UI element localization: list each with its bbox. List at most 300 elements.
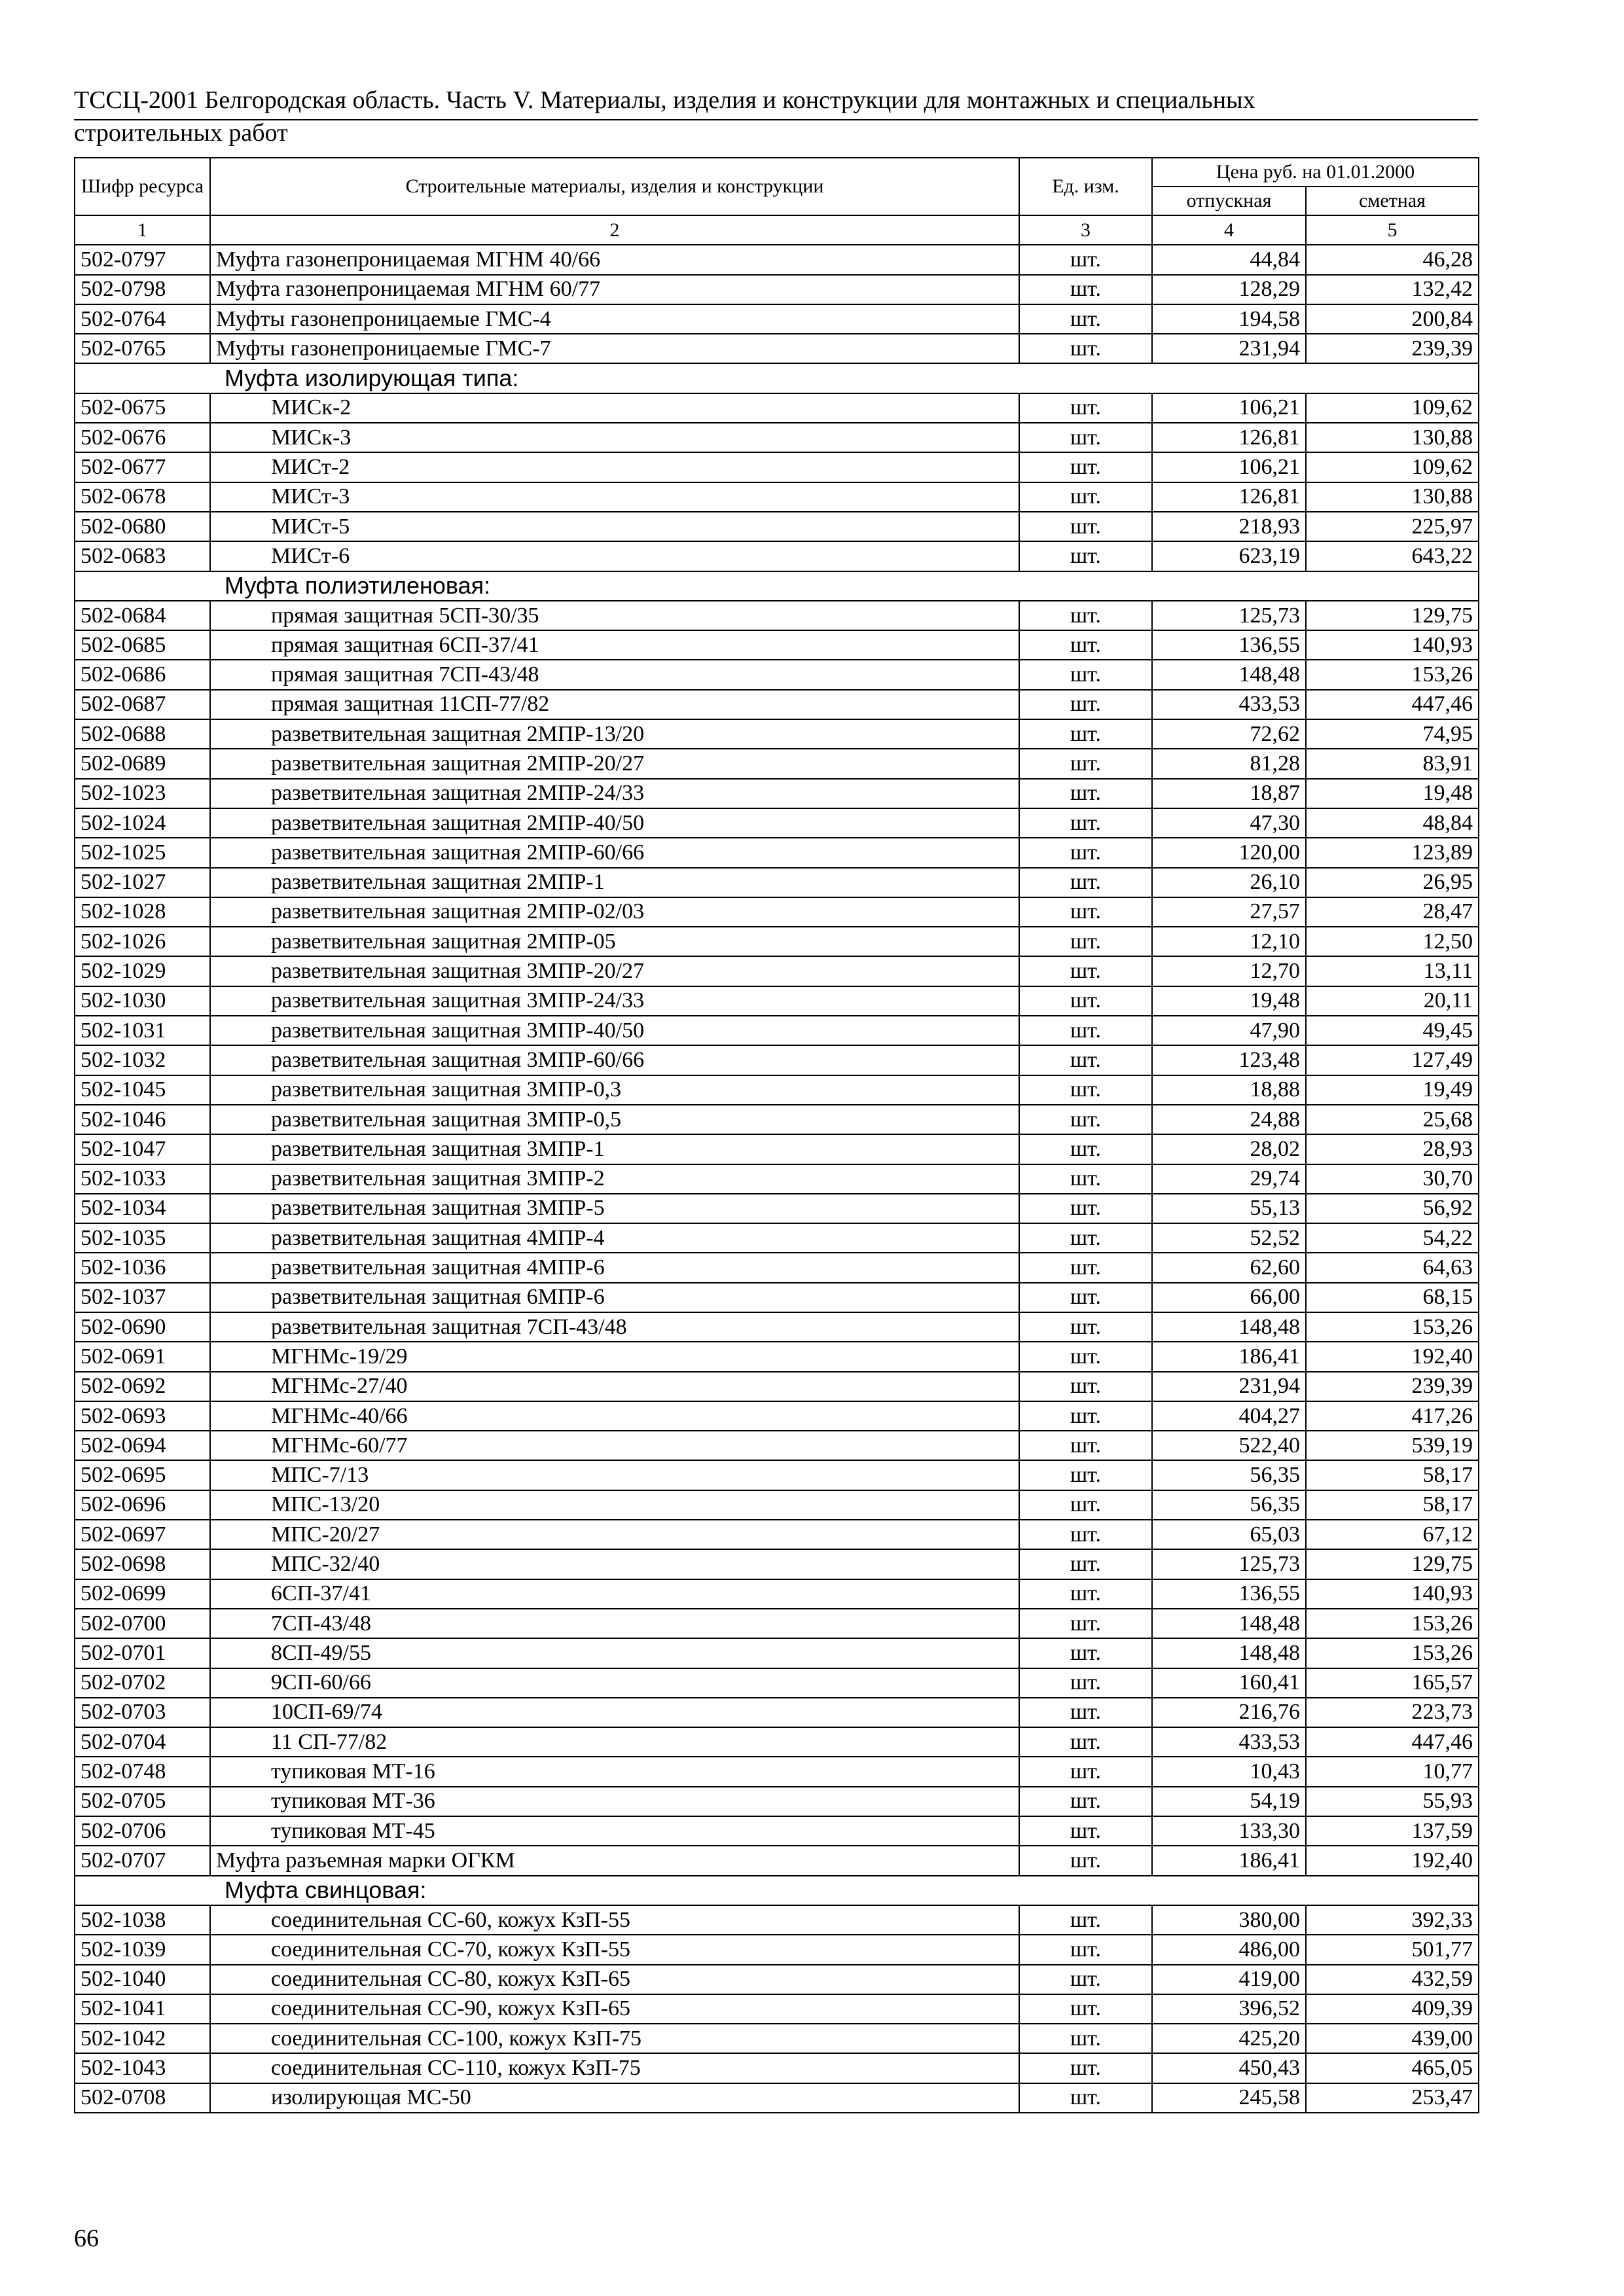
table-row (75, 1965, 1479, 1994)
estimate-price: 239,39 (1306, 1372, 1479, 1401)
release-price: 27,57 (1152, 897, 1306, 927)
release-price: 136,55 (1152, 630, 1306, 660)
release-price: 65,03 (1152, 1520, 1306, 1549)
release-price: 186,41 (1152, 1846, 1306, 1875)
material-name: разветвительная защитная 3МПР-0,3 (210, 1075, 1019, 1105)
release-price: 26,10 (1152, 868, 1306, 897)
unit-of-measure: шт. (1019, 1253, 1152, 1282)
table-row (75, 1045, 1479, 1075)
unit-of-measure: шт. (1019, 1312, 1152, 1342)
release-price: 133,30 (1152, 1816, 1306, 1846)
material-name: прямая защитная 11СП-77/82 (210, 690, 1019, 719)
resource-code: 502-0708 (75, 2083, 210, 2113)
table-row (75, 779, 1479, 808)
resource-code: 502-0706 (75, 1816, 210, 1846)
material-name: МГНМс-60/77 (210, 1431, 1019, 1460)
estimate-price: 129,75 (1306, 601, 1479, 630)
table-row (75, 838, 1479, 867)
section-title: Муфта изолирующая типа: (75, 363, 1479, 393)
estimate-price: 68,15 (1306, 1283, 1479, 1312)
material-name: разветвительная защитная 6МПР-6 (210, 1283, 1019, 1312)
table-row (75, 1579, 1479, 1609)
release-price: 148,48 (1152, 1638, 1306, 1668)
material-name: разветвительная защитная 2МПР-20/27 (210, 749, 1019, 778)
estimate-price: 239,39 (1306, 334, 1479, 363)
unit-of-measure: шт. (1019, 1164, 1152, 1194)
estimate-price: 223,73 (1306, 1698, 1479, 1727)
table-row (75, 986, 1479, 1016)
release-price: 126,81 (1152, 423, 1306, 452)
estimate-price: 225,97 (1306, 512, 1479, 541)
unit-of-measure: шт. (1019, 2083, 1152, 2113)
release-price: 52,52 (1152, 1223, 1306, 1253)
table-section-row (75, 363, 1479, 393)
material-name: соединительная СС-110, кожух КзП-75 (210, 2053, 1019, 2083)
resource-code: 502-1024 (75, 808, 210, 838)
resource-code: 502-1023 (75, 779, 210, 808)
release-price: 433,53 (1152, 690, 1306, 719)
table-row (75, 1431, 1479, 1460)
unit-of-measure: шт. (1019, 1520, 1152, 1549)
resource-code: 502-1041 (75, 1994, 210, 2024)
table-row (75, 660, 1479, 689)
material-name: МГНМс-40/66 (210, 1401, 1019, 1431)
unit-of-measure: шт. (1019, 1757, 1152, 1786)
estimate-price: 28,93 (1306, 1134, 1479, 1164)
estimate-price: 539,19 (1306, 1431, 1479, 1460)
release-price: 160,41 (1152, 1668, 1306, 1698)
estimate-price: 501,77 (1306, 1935, 1479, 1964)
material-name: 10СП-69/74 (210, 1698, 1019, 1727)
resource-code: 502-0686 (75, 660, 210, 689)
resource-code: 502-0690 (75, 1312, 210, 1342)
material-name: изолирующая МС-50 (210, 2083, 1019, 2113)
table-row (75, 452, 1479, 482)
resource-code: 502-1026 (75, 927, 210, 956)
resource-code: 502-0701 (75, 1638, 210, 1668)
estimate-price: 12,50 (1306, 927, 1479, 956)
release-price: 126,81 (1152, 482, 1306, 512)
release-price: 433,53 (1152, 1727, 1306, 1757)
table-row (75, 690, 1479, 719)
release-price: 29,74 (1152, 1164, 1306, 1194)
table-row (75, 1075, 1479, 1105)
release-price: 123,48 (1152, 1045, 1306, 1075)
material-name: Муфта газонепроницаемая МГНМ 40/66 (210, 245, 1019, 274)
resource-code: 502-0683 (75, 541, 210, 571)
material-name: разветвительная защитная 4МПР-4 (210, 1223, 1019, 1253)
resource-code: 502-0705 (75, 1787, 210, 1816)
header-title-line2: строительных работ (74, 119, 288, 147)
material-name: разветвительная защитная 3МПР-1 (210, 1134, 1019, 1164)
estimate-price: 439,00 (1306, 2024, 1479, 2053)
release-price: 47,30 (1152, 808, 1306, 838)
resource-code: 502-1033 (75, 1164, 210, 1194)
estimate-price: 140,93 (1306, 1579, 1479, 1609)
release-price: 148,48 (1152, 1312, 1306, 1342)
unit-of-measure: шт. (1019, 779, 1152, 808)
table-row (75, 1994, 1479, 2024)
price-table (74, 157, 1479, 2113)
estimate-price: 19,49 (1306, 1075, 1479, 1105)
material-name: разветвительная защитная 2МПР-40/50 (210, 808, 1019, 838)
table-row (75, 749, 1479, 778)
unit-of-measure: шт. (1019, 1372, 1152, 1401)
unit-of-measure: шт. (1019, 452, 1152, 482)
release-price: 125,73 (1152, 601, 1306, 630)
release-price: 194,58 (1152, 304, 1306, 334)
table-row (75, 1372, 1479, 1401)
table-row (75, 304, 1479, 334)
resource-code: 502-1039 (75, 1935, 210, 1964)
unit-of-measure: шт. (1019, 1905, 1152, 1935)
unit-of-measure: шт. (1019, 838, 1152, 867)
resource-code: 502-0707 (75, 1846, 210, 1875)
resource-code: 502-0687 (75, 690, 210, 719)
material-name: соединительная СС-60, кожух КзП-55 (210, 1905, 1019, 1935)
table-row (75, 1905, 1479, 1935)
resource-code: 502-0688 (75, 719, 210, 749)
resource-code: 502-0691 (75, 1342, 210, 1371)
material-name: тупиковая МТ-36 (210, 1787, 1019, 1816)
table-row (75, 1787, 1479, 1816)
material-name: прямая защитная 5СП-30/35 (210, 601, 1019, 630)
estimate-price: 140,93 (1306, 630, 1479, 660)
table-row (75, 1638, 1479, 1668)
resource-code: 502-1030 (75, 986, 210, 1016)
release-price: 404,27 (1152, 1401, 1306, 1431)
unit-of-measure: шт. (1019, 1490, 1152, 1520)
resource-code: 502-1034 (75, 1194, 210, 1223)
table-row (75, 541, 1479, 571)
resource-code: 502-1046 (75, 1105, 210, 1134)
table-row (75, 1549, 1479, 1579)
column-number: 2 (210, 215, 1019, 245)
estimate-price: 30,70 (1306, 1164, 1479, 1194)
release-price: 245,58 (1152, 2083, 1306, 2113)
section-title: Муфта свинцовая: (75, 1876, 1479, 1905)
table-row (75, 2053, 1479, 2083)
estimate-price: 392,33 (1306, 1905, 1479, 1935)
material-name: МИСт-2 (210, 452, 1019, 482)
resource-code: 502-1043 (75, 2053, 210, 2083)
unit-of-measure: шт. (1019, 719, 1152, 749)
table-row (75, 1490, 1479, 1520)
resource-code: 502-0695 (75, 1460, 210, 1490)
table-row (75, 630, 1479, 660)
table-section-row (75, 1876, 1479, 1905)
material-name: разветвительная защитная 3МПР-0,5 (210, 1105, 1019, 1134)
header-title-line1: ТССЦ-2001 Белгородская область. Часть V. Материалы, изделия и конструкции для монтажных и специальных (74, 86, 1255, 114)
resource-code: 502-1036 (75, 1253, 210, 1282)
table-row (75, 1935, 1479, 1964)
release-price: 18,87 (1152, 779, 1306, 808)
table-row (75, 512, 1479, 541)
release-price: 55,13 (1152, 1194, 1306, 1223)
estimate-price: 165,57 (1306, 1668, 1479, 1698)
release-price: 106,21 (1152, 452, 1306, 482)
release-price: 216,76 (1152, 1698, 1306, 1727)
release-price: 54,19 (1152, 1787, 1306, 1816)
estimate-price: 49,45 (1306, 1016, 1479, 1045)
unit-of-measure: шт. (1019, 660, 1152, 689)
release-price: 486,00 (1152, 1935, 1306, 1964)
material-name: разветвительная защитная 2МПР-60/66 (210, 838, 1019, 867)
table-row (75, 1668, 1479, 1698)
table-row (75, 275, 1479, 304)
estimate-price: 132,42 (1306, 275, 1479, 304)
material-name: МПС-13/20 (210, 1490, 1019, 1520)
material-name: Муфта газонепроницаемая МГНМ 60/77 (210, 275, 1019, 304)
material-name: 6СП-37/41 (210, 1579, 1019, 1609)
col-header-price-group: Цена руб. на 01.01.2000 (1152, 158, 1479, 187)
unit-of-measure: шт. (1019, 1549, 1152, 1579)
estimate-price: 137,59 (1306, 1816, 1479, 1846)
resource-code: 502-0704 (75, 1727, 210, 1757)
estimate-price: 26,95 (1306, 868, 1479, 897)
unit-of-measure: шт. (1019, 1283, 1152, 1312)
material-name: МПС-32/40 (210, 1549, 1019, 1579)
estimate-price: 54,22 (1306, 1223, 1479, 1253)
table-row (75, 1253, 1479, 1282)
table-row (75, 868, 1479, 897)
unit-of-measure: шт. (1019, 1698, 1152, 1727)
material-name: тупиковая МТ-45 (210, 1816, 1019, 1846)
material-name: разветвительная защитная 3МПР-60/66 (210, 1045, 1019, 1075)
material-name: тупиковая МТ-16 (210, 1757, 1019, 1786)
col-header-estimate: сметная (1306, 187, 1479, 215)
estimate-price: 432,59 (1306, 1965, 1479, 1994)
release-price: 44,84 (1152, 245, 1306, 274)
table-row (75, 1460, 1479, 1490)
release-price: 125,73 (1152, 1549, 1306, 1579)
estimate-price: 10,77 (1306, 1757, 1479, 1786)
resource-code: 502-0700 (75, 1609, 210, 1638)
release-price: 450,43 (1152, 2053, 1306, 2083)
estimate-price: 153,26 (1306, 1638, 1479, 1668)
unit-of-measure: шт. (1019, 690, 1152, 719)
material-name: разветвительная защитная 7СП-43/48 (210, 1312, 1019, 1342)
unit-of-measure: шт. (1019, 1460, 1152, 1490)
unit-of-measure: шт. (1019, 304, 1152, 334)
col-header-unit: Ед. изм. (1019, 158, 1152, 215)
resource-code: 502-0697 (75, 1520, 210, 1549)
release-price: 419,00 (1152, 1965, 1306, 1994)
estimate-price: 19,48 (1306, 779, 1479, 808)
table-row (75, 1846, 1479, 1875)
unit-of-measure: шт. (1019, 1935, 1152, 1964)
resource-code: 502-1032 (75, 1045, 210, 1075)
estimate-price: 48,84 (1306, 808, 1479, 838)
table-row (75, 719, 1479, 749)
estimate-price: 74,95 (1306, 719, 1479, 749)
table-row (75, 2083, 1479, 2113)
release-price: 218,93 (1152, 512, 1306, 541)
estimate-price: 67,12 (1306, 1520, 1479, 1549)
table-row (75, 1194, 1479, 1223)
table-row (75, 601, 1479, 630)
resource-code: 502-0764 (75, 304, 210, 334)
table-row (75, 393, 1479, 423)
estimate-price: 465,05 (1306, 2053, 1479, 2083)
release-price: 18,88 (1152, 1075, 1306, 1105)
table-row (75, 1223, 1479, 1253)
material-name: соединительная СС-100, кожух КзП-75 (210, 2024, 1019, 2053)
material-name: прямая защитная 6СП-37/41 (210, 630, 1019, 660)
release-price: 10,43 (1152, 1757, 1306, 1786)
unit-of-measure: шт. (1019, 1727, 1152, 1757)
col-header-name: Строительные материалы, изделия и конструкции (210, 158, 1019, 215)
material-name: разветвительная защитная 2МПР-05 (210, 927, 1019, 956)
resource-code: 502-0692 (75, 1372, 210, 1401)
table-row (75, 482, 1479, 512)
estimate-price: 28,47 (1306, 897, 1479, 927)
resource-code: 502-1025 (75, 838, 210, 867)
release-price: 522,40 (1152, 1431, 1306, 1460)
estimate-price: 417,26 (1306, 1401, 1479, 1431)
release-price: 66,00 (1152, 1283, 1306, 1312)
unit-of-measure: шт. (1019, 986, 1152, 1016)
material-name: МПС-7/13 (210, 1460, 1019, 1490)
resource-code: 502-1042 (75, 2024, 210, 2053)
resource-code: 502-1035 (75, 1223, 210, 1253)
estimate-price: 643,22 (1306, 541, 1479, 571)
estimate-price: 192,40 (1306, 1342, 1479, 1371)
unit-of-measure: шт. (1019, 1431, 1152, 1460)
estimate-price: 13,11 (1306, 956, 1479, 986)
resource-code: 502-0748 (75, 1757, 210, 1786)
material-name: разветвительная защитная 2МПР-02/03 (210, 897, 1019, 927)
resource-code: 502-0675 (75, 393, 210, 423)
table-row (75, 1283, 1479, 1312)
material-name: разветвительная защитная 2МПР-13/20 (210, 719, 1019, 749)
unit-of-measure: шт. (1019, 1045, 1152, 1075)
material-name: разветвительная защитная 3МПР-2 (210, 1164, 1019, 1194)
table-row (75, 1016, 1479, 1045)
estimate-price: 200,84 (1306, 304, 1479, 334)
table-row (75, 245, 1479, 274)
unit-of-measure: шт. (1019, 1134, 1152, 1164)
unit-of-measure: шт. (1019, 1668, 1152, 1698)
release-price: 120,00 (1152, 838, 1306, 867)
release-price: 56,35 (1152, 1490, 1306, 1520)
release-price: 62,60 (1152, 1253, 1306, 1282)
material-name: соединительная СС-80, кожух КзП-65 (210, 1965, 1019, 1994)
resource-code: 502-0703 (75, 1698, 210, 1727)
release-price: 128,29 (1152, 275, 1306, 304)
release-price: 28,02 (1152, 1134, 1306, 1164)
unit-of-measure: шт. (1019, 1401, 1152, 1431)
material-name: МГНМс-27/40 (210, 1372, 1019, 1401)
material-name: разветвительная защитная 3МПР-24/33 (210, 986, 1019, 1016)
page-number: 66 (74, 2225, 99, 2252)
estimate-price: 56,92 (1306, 1194, 1479, 1223)
material-name: МИСт-6 (210, 541, 1019, 571)
estimate-price: 130,88 (1306, 482, 1479, 512)
estimate-price: 83,91 (1306, 749, 1479, 778)
estimate-price: 109,62 (1306, 452, 1479, 482)
resource-code: 502-0702 (75, 1668, 210, 1698)
estimate-price: 46,28 (1306, 245, 1479, 274)
col-header-code: Шифр ресурса (75, 158, 210, 215)
unit-of-measure: шт. (1019, 1994, 1152, 2024)
estimate-price: 192,40 (1306, 1846, 1479, 1875)
release-price: 231,94 (1152, 1372, 1306, 1401)
table-row (75, 1134, 1479, 1164)
table-row (75, 2024, 1479, 2053)
estimate-price: 153,26 (1306, 1312, 1479, 1342)
table-row (75, 1727, 1479, 1757)
resource-code: 502-1045 (75, 1075, 210, 1105)
release-price: 12,10 (1152, 927, 1306, 956)
estimate-price: 130,88 (1306, 423, 1479, 452)
material-name: Муфты газонепроницаемые ГМС-4 (210, 304, 1019, 334)
resource-code: 502-0680 (75, 512, 210, 541)
table-row (75, 1401, 1479, 1431)
unit-of-measure: шт. (1019, 897, 1152, 927)
material-name: соединительная СС-70, кожух КзП-55 (210, 1935, 1019, 1964)
material-name: разветвительная защитная 3МПР-20/27 (210, 956, 1019, 986)
col-header-release: отпускная (1152, 187, 1306, 215)
release-price: 106,21 (1152, 393, 1306, 423)
unit-of-measure: шт. (1019, 868, 1152, 897)
resource-code: 502-1027 (75, 868, 210, 897)
resource-code: 502-1029 (75, 956, 210, 986)
resource-code: 502-0676 (75, 423, 210, 452)
unit-of-measure: шт. (1019, 1816, 1152, 1846)
unit-of-measure: шт. (1019, 1965, 1152, 1994)
resource-code: 502-1047 (75, 1134, 210, 1164)
resource-code: 502-0698 (75, 1549, 210, 1579)
unit-of-measure: шт. (1019, 1342, 1152, 1371)
resource-code: 502-0699 (75, 1579, 210, 1609)
price-table-body (75, 245, 1479, 2113)
table-row (75, 1757, 1479, 1786)
resource-code: 502-0685 (75, 630, 210, 660)
unit-of-measure: шт. (1019, 512, 1152, 541)
column-number: 4 (1152, 215, 1306, 245)
resource-code: 502-0678 (75, 482, 210, 512)
estimate-price: 153,26 (1306, 1609, 1479, 1638)
release-price: 12,70 (1152, 956, 1306, 986)
unit-of-measure: шт. (1019, 1194, 1152, 1223)
unit-of-measure: шт. (1019, 1787, 1152, 1816)
unit-of-measure: шт. (1019, 601, 1152, 630)
material-name: МГНМс-19/29 (210, 1342, 1019, 1371)
material-name: разветвительная защитная 3МПР-40/50 (210, 1016, 1019, 1045)
material-name: 7СП-43/48 (210, 1609, 1019, 1638)
column-number: 3 (1019, 215, 1152, 245)
material-name: МИСк-2 (210, 393, 1019, 423)
resource-code: 502-1037 (75, 1283, 210, 1312)
unit-of-measure: шт. (1019, 1609, 1152, 1638)
unit-of-measure: шт. (1019, 1846, 1152, 1875)
unit-of-measure: шт. (1019, 334, 1152, 363)
unit-of-measure: шт. (1019, 1579, 1152, 1609)
release-price: 623,19 (1152, 541, 1306, 571)
section-title: Муфта полиэтиленовая: (75, 571, 1479, 601)
unit-of-measure: шт. (1019, 630, 1152, 660)
material-name: МИСк-3 (210, 423, 1019, 452)
unit-of-measure: шт. (1019, 245, 1152, 274)
table-row (75, 1342, 1479, 1371)
estimate-price: 58,17 (1306, 1460, 1479, 1490)
material-name: МПС-20/27 (210, 1520, 1019, 1549)
column-number: 1 (75, 215, 210, 245)
table-row (75, 423, 1479, 452)
estimate-price: 447,46 (1306, 690, 1479, 719)
unit-of-measure: шт. (1019, 541, 1152, 571)
